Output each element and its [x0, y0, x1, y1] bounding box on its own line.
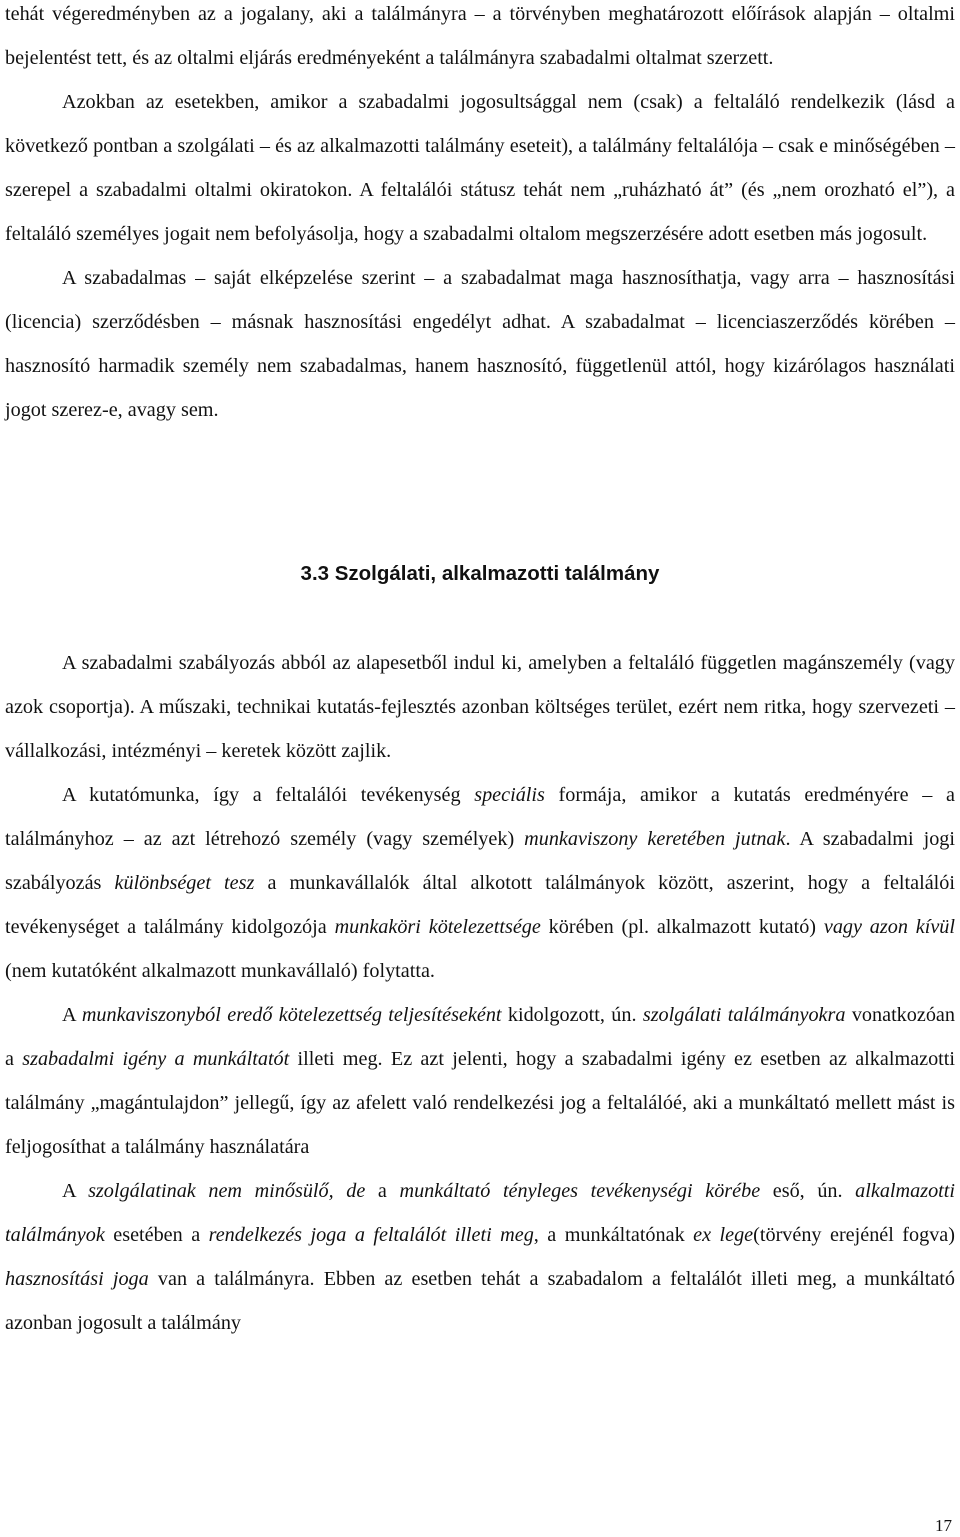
top-section: [5, 0, 955, 432]
italic-text-run: hasznosítási joga: [5, 1268, 149, 1290]
section-heading: 3.3 Szolgálati, alkalmazotti találmány: [300, 562, 660, 585]
italic-text-run: szolgálatinak nem minősülő, de: [88, 1180, 366, 1202]
text-run: (törvény erejénél fogva): [753, 1224, 955, 1246]
paragraph: [5, 993, 955, 1169]
italic-text-run: ex lege: [693, 1224, 754, 1246]
text-run: van a találmányra. Ebben az esetben tehát a szabadalom a feltalálót illeti meg, a munkáltató azonban jogosult a találmány: [5, 1268, 955, 1334]
italic-text-run: szabadalmi igény a munkáltatót: [22, 1048, 290, 1070]
text-run: illeti meg. Ez azt jelenti, hogy a szabadalmi igény ez esetben az alkalmazotti találmány „magántulajdon” jellegű, így az afelett való rendelkezési jog a feltalálóé, aki a munkáltató mellett mást is feljogosíthat a találmány használatára: [5, 1048, 955, 1158]
italic-text-run: munkaviszony keretében jutnak: [524, 828, 786, 850]
paragraph: [5, 80, 955, 256]
text-run: kidolgozott, ún.: [501, 1004, 643, 1026]
text-run: A szabadalmas – saját elképzelése szerint – a szabadalmat maga hasznosíthatja, vagy arra – hasznosítási (licencia) szerződésben – másnak hasznosítási engedélyt adhat. A szabadalmat – licenciaszerződés körében – hasznosító harmadik személy nem szabadalmas, hanem hasznosító, függetlenül attól, hogy kizárólagos használati jogot szerez-e, avagy sem.: [5, 267, 955, 421]
italic-text-run: speciális: [474, 784, 545, 806]
italic-text-run: alkalmazotti találmányok: [5, 1180, 955, 1246]
italic-text-run: különbséget tesz: [114, 872, 255, 894]
text-run: . A szabadalmi jogi szabályozás: [5, 828, 955, 894]
paragraph: [5, 641, 955, 773]
text-run: a: [365, 1180, 400, 1202]
paragraph: [5, 0, 955, 80]
text-run: A: [62, 1180, 89, 1202]
italic-text-run: szolgálati találmányokra: [642, 1004, 846, 1026]
italic-text-run: vagy azon kívül: [823, 916, 956, 938]
text-run: a munkavállalók által alkotott találmányok között, aszerint, hogy a feltalálói tevékenységet a találmány kidolgozója: [5, 872, 955, 938]
text-run: A kutatómunka, így a feltalálói tevékenység: [62, 784, 475, 806]
text-run: esetében a: [104, 1224, 209, 1246]
text-run: eső, ún.: [760, 1180, 856, 1202]
text-run: vonatkozóan a: [5, 1004, 955, 1070]
italic-text-run: rendelkezés joga a feltalálót illeti meg: [208, 1224, 534, 1246]
italic-text-run: munkaviszonyból eredő kötelezettség teljesítéseként: [81, 1004, 502, 1026]
text-run: Azokban az esetekben, amikor a szabadalmi jogosultsággal nem (csak) a feltaláló rendelkezik (lásd a következő pontban a szolgálati – és az alkalmazotti találmány eseteit), a találmány feltalálója – csak e minőségében – szerepel a szabadalmi oltalmi okiratokon. A feltalálói státusz tehát nem „ruházható át” (és „nem orozható el”), a feltaláló személyes jogait nem befolyásolja, hogy a szabadalmi oltalom megszerzésére adott esetben más jogosult.: [5, 91, 955, 245]
paragraph: [5, 773, 955, 993]
paragraph: [5, 256, 955, 432]
text-run: körében (pl. alkalmazott kutató): [540, 916, 824, 938]
italic-text-run: munkáltató tényleges tevékenységi körébe: [399, 1180, 761, 1202]
text-run: tehát végeredményben az a jogalany, aki a találmányra – a törvényben meghatározott előírások alapján – oltalmi bejelentést tett, és az oltalmi eljárás eredményeként a találmányra szabadalmi oltalmat szerzett.: [5, 3, 955, 69]
paragraph: [5, 1169, 955, 1345]
text-run: A: [62, 1004, 82, 1026]
text-run: formája, amikor a kutatás eredményére – a találmányhoz – az azt létrehozó személy (vagy személyek): [5, 784, 955, 850]
text-run: A szabadalmi szabályozás abból az alapesetből indul ki, amelyben a feltaláló független magánszemély (vagy azok csoportja). A műszaki, technikai kutatás-fejlesztés azonban költséges terület, ezért nem ritka, hogy szervezeti – vállalkozási, intézményi – keretek között zajlik.: [5, 652, 955, 762]
italic-text-run: munkaköri kötelezettsége: [334, 916, 541, 938]
bottom-section: [5, 641, 955, 1345]
text-run: , a munkáltatónak: [533, 1224, 694, 1246]
text-run: (nem kutatóként alkalmazott munkavállaló) folytatta.: [5, 960, 435, 982]
page-number: 17: [935, 1516, 952, 1535]
